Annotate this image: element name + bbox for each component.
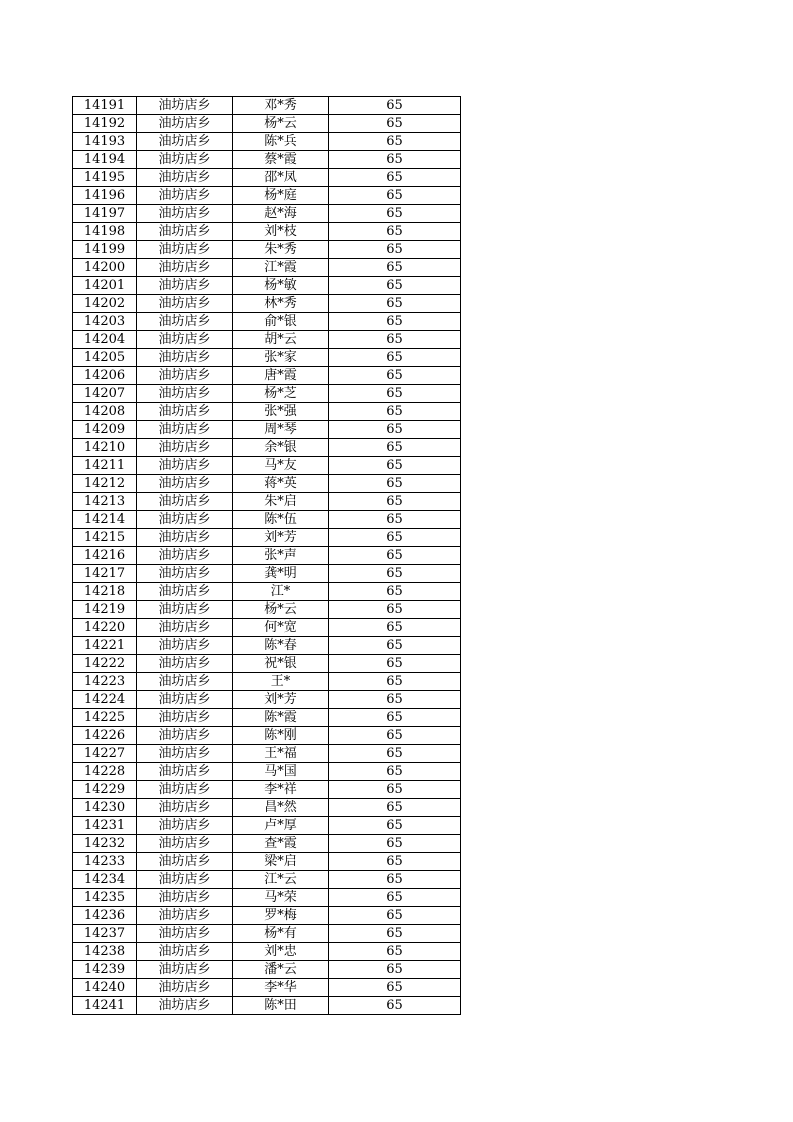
town-cell: 油坊店乡 xyxy=(137,889,233,907)
row-id-cell: 14220 xyxy=(73,619,137,637)
name-cell: 俞*银 xyxy=(233,313,329,331)
amount-cell: 65 xyxy=(329,781,461,799)
table-row xyxy=(73,691,461,709)
town-cell: 油坊店乡 xyxy=(137,871,233,889)
row-id-cell: 14210 xyxy=(73,439,137,457)
amount-cell: 65 xyxy=(329,907,461,925)
town-cell: 油坊店乡 xyxy=(137,241,233,259)
town-cell: 油坊店乡 xyxy=(137,223,233,241)
table-row xyxy=(73,979,461,997)
name-cell: 余*银 xyxy=(233,439,329,457)
name-cell: 张*声 xyxy=(233,547,329,565)
table-row xyxy=(73,511,461,529)
table-row xyxy=(73,421,461,439)
row-id-cell: 14196 xyxy=(73,187,137,205)
town-cell: 油坊店乡 xyxy=(137,277,233,295)
amount-cell: 65 xyxy=(329,385,461,403)
town-cell: 油坊店乡 xyxy=(137,745,233,763)
row-id-cell: 14235 xyxy=(73,889,137,907)
row-id-cell: 14234 xyxy=(73,871,137,889)
amount-cell: 65 xyxy=(329,151,461,169)
town-cell: 油坊店乡 xyxy=(137,331,233,349)
name-cell: 罗*梅 xyxy=(233,907,329,925)
row-id-cell: 14229 xyxy=(73,781,137,799)
row-id-cell: 14202 xyxy=(73,295,137,313)
amount-cell: 65 xyxy=(329,367,461,385)
town-cell: 油坊店乡 xyxy=(137,727,233,745)
amount-cell: 65 xyxy=(329,421,461,439)
amount-cell: 65 xyxy=(329,979,461,997)
name-cell: 蔡*霞 xyxy=(233,151,329,169)
table-row xyxy=(73,853,461,871)
data-table xyxy=(72,96,461,1015)
name-cell: 杨*云 xyxy=(233,115,329,133)
name-cell: 江*云 xyxy=(233,871,329,889)
name-cell: 胡*云 xyxy=(233,331,329,349)
town-cell: 油坊店乡 xyxy=(137,997,233,1015)
amount-cell: 65 xyxy=(329,961,461,979)
table-row xyxy=(73,583,461,601)
table-row xyxy=(73,367,461,385)
row-id-cell: 14208 xyxy=(73,403,137,421)
row-id-cell: 14223 xyxy=(73,673,137,691)
row-id-cell: 14221 xyxy=(73,637,137,655)
row-id-cell: 14225 xyxy=(73,709,137,727)
table-row xyxy=(73,133,461,151)
name-cell: 杨*芝 xyxy=(233,385,329,403)
town-cell: 油坊店乡 xyxy=(137,583,233,601)
town-cell: 油坊店乡 xyxy=(137,259,233,277)
name-cell: 杨*云 xyxy=(233,601,329,619)
table-row xyxy=(73,457,461,475)
row-id-cell: 14199 xyxy=(73,241,137,259)
amount-cell: 65 xyxy=(329,529,461,547)
name-cell: 邓*秀 xyxy=(233,97,329,115)
town-cell: 油坊店乡 xyxy=(137,943,233,961)
town-cell: 油坊店乡 xyxy=(137,439,233,457)
table-row xyxy=(73,223,461,241)
town-cell: 油坊店乡 xyxy=(137,97,233,115)
name-cell: 陈*田 xyxy=(233,997,329,1015)
amount-cell: 65 xyxy=(329,457,461,475)
table-row xyxy=(73,565,461,583)
row-id-cell: 14231 xyxy=(73,817,137,835)
town-cell: 油坊店乡 xyxy=(137,781,233,799)
amount-cell: 65 xyxy=(329,439,461,457)
name-cell: 刘*忠 xyxy=(233,943,329,961)
amount-cell: 65 xyxy=(329,475,461,493)
amount-cell: 65 xyxy=(329,673,461,691)
row-id-cell: 14226 xyxy=(73,727,137,745)
amount-cell: 65 xyxy=(329,997,461,1015)
amount-cell: 65 xyxy=(329,241,461,259)
row-id-cell: 14241 xyxy=(73,997,137,1015)
row-id-cell: 14236 xyxy=(73,907,137,925)
town-cell: 油坊店乡 xyxy=(137,529,233,547)
table-row xyxy=(73,871,461,889)
town-cell: 油坊店乡 xyxy=(137,295,233,313)
amount-cell: 65 xyxy=(329,331,461,349)
amount-cell: 65 xyxy=(329,745,461,763)
name-cell: 蒋*英 xyxy=(233,475,329,493)
town-cell: 油坊店乡 xyxy=(137,205,233,223)
amount-cell: 65 xyxy=(329,403,461,421)
name-cell: 朱*秀 xyxy=(233,241,329,259)
name-cell: 陈*兵 xyxy=(233,133,329,151)
name-cell: 刘*芳 xyxy=(233,529,329,547)
town-cell: 油坊店乡 xyxy=(137,565,233,583)
row-id-cell: 14207 xyxy=(73,385,137,403)
table-row xyxy=(73,187,461,205)
amount-cell: 65 xyxy=(329,511,461,529)
row-id-cell: 14222 xyxy=(73,655,137,673)
name-cell: 邵*凤 xyxy=(233,169,329,187)
row-id-cell: 14206 xyxy=(73,367,137,385)
amount-cell: 65 xyxy=(329,889,461,907)
name-cell: 陈*霞 xyxy=(233,709,329,727)
town-cell: 油坊店乡 xyxy=(137,403,233,421)
name-cell: 林*秀 xyxy=(233,295,329,313)
name-cell: 梁*启 xyxy=(233,853,329,871)
name-cell: 周*琴 xyxy=(233,421,329,439)
row-id-cell: 14212 xyxy=(73,475,137,493)
town-cell: 油坊店乡 xyxy=(137,655,233,673)
amount-cell: 65 xyxy=(329,871,461,889)
row-id-cell: 14227 xyxy=(73,745,137,763)
amount-cell: 65 xyxy=(329,763,461,781)
amount-cell: 65 xyxy=(329,727,461,745)
amount-cell: 65 xyxy=(329,115,461,133)
row-id-cell: 14239 xyxy=(73,961,137,979)
town-cell: 油坊店乡 xyxy=(137,673,233,691)
table-row xyxy=(73,637,461,655)
row-id-cell: 14200 xyxy=(73,259,137,277)
town-cell: 油坊店乡 xyxy=(137,385,233,403)
row-id-cell: 14240 xyxy=(73,979,137,997)
table-row xyxy=(73,961,461,979)
table-row xyxy=(73,169,461,187)
table-row xyxy=(73,529,461,547)
town-cell: 油坊店乡 xyxy=(137,763,233,781)
row-id-cell: 14215 xyxy=(73,529,137,547)
amount-cell: 65 xyxy=(329,547,461,565)
row-id-cell: 14224 xyxy=(73,691,137,709)
table-row xyxy=(73,925,461,943)
amount-cell: 65 xyxy=(329,295,461,313)
row-id-cell: 14203 xyxy=(73,313,137,331)
name-cell: 陈*刚 xyxy=(233,727,329,745)
town-cell: 油坊店乡 xyxy=(137,637,233,655)
amount-cell: 65 xyxy=(329,925,461,943)
amount-cell: 65 xyxy=(329,349,461,367)
table-row xyxy=(73,547,461,565)
name-cell: 江*霞 xyxy=(233,259,329,277)
table-row xyxy=(73,205,461,223)
amount-cell: 65 xyxy=(329,655,461,673)
amount-cell: 65 xyxy=(329,313,461,331)
town-cell: 油坊店乡 xyxy=(137,367,233,385)
name-cell: 张*强 xyxy=(233,403,329,421)
town-cell: 油坊店乡 xyxy=(137,349,233,367)
name-cell: 张*家 xyxy=(233,349,329,367)
town-cell: 油坊店乡 xyxy=(137,133,233,151)
table-row xyxy=(73,277,461,295)
name-cell: 李*华 xyxy=(233,979,329,997)
row-id-cell: 14228 xyxy=(73,763,137,781)
table-row xyxy=(73,331,461,349)
table-row xyxy=(73,799,461,817)
row-id-cell: 14211 xyxy=(73,457,137,475)
town-cell: 油坊店乡 xyxy=(137,601,233,619)
amount-cell: 65 xyxy=(329,133,461,151)
table-row xyxy=(73,475,461,493)
name-cell: 昌*然 xyxy=(233,799,329,817)
table-row xyxy=(73,601,461,619)
name-cell: 李*祥 xyxy=(233,781,329,799)
amount-cell: 65 xyxy=(329,619,461,637)
table-row xyxy=(73,241,461,259)
name-cell: 马*荣 xyxy=(233,889,329,907)
row-id-cell: 14209 xyxy=(73,421,137,439)
name-cell: 陈*春 xyxy=(233,637,329,655)
amount-cell: 65 xyxy=(329,853,461,871)
table-row xyxy=(73,295,461,313)
table-row xyxy=(73,385,461,403)
table-row xyxy=(73,97,461,115)
town-cell: 油坊店乡 xyxy=(137,511,233,529)
table-row xyxy=(73,835,461,853)
row-id-cell: 14237 xyxy=(73,925,137,943)
town-cell: 油坊店乡 xyxy=(137,691,233,709)
name-cell: 马*友 xyxy=(233,457,329,475)
amount-cell: 65 xyxy=(329,583,461,601)
town-cell: 油坊店乡 xyxy=(137,853,233,871)
row-id-cell: 14217 xyxy=(73,565,137,583)
row-id-cell: 14193 xyxy=(73,133,137,151)
amount-cell: 65 xyxy=(329,259,461,277)
row-id-cell: 14232 xyxy=(73,835,137,853)
table-row xyxy=(73,619,461,637)
row-id-cell: 14218 xyxy=(73,583,137,601)
name-cell: 杨*敏 xyxy=(233,277,329,295)
table-row xyxy=(73,907,461,925)
amount-cell: 65 xyxy=(329,97,461,115)
town-cell: 油坊店乡 xyxy=(137,907,233,925)
name-cell: 赵*海 xyxy=(233,205,329,223)
row-id-cell: 14198 xyxy=(73,223,137,241)
name-cell: 王* xyxy=(233,673,329,691)
amount-cell: 65 xyxy=(329,817,461,835)
name-cell: 祝*银 xyxy=(233,655,329,673)
row-id-cell: 14201 xyxy=(73,277,137,295)
name-cell: 刘*芳 xyxy=(233,691,329,709)
row-id-cell: 14191 xyxy=(73,97,137,115)
amount-cell: 65 xyxy=(329,691,461,709)
town-cell: 油坊店乡 xyxy=(137,475,233,493)
table-row xyxy=(73,763,461,781)
town-cell: 油坊店乡 xyxy=(137,169,233,187)
name-cell: 杨*庭 xyxy=(233,187,329,205)
table-row xyxy=(73,115,461,133)
table-row xyxy=(73,493,461,511)
name-cell: 马*国 xyxy=(233,763,329,781)
table-row xyxy=(73,673,461,691)
amount-cell: 65 xyxy=(329,943,461,961)
town-cell: 油坊店乡 xyxy=(137,115,233,133)
amount-cell: 65 xyxy=(329,835,461,853)
row-id-cell: 14230 xyxy=(73,799,137,817)
amount-cell: 65 xyxy=(329,565,461,583)
amount-cell: 65 xyxy=(329,187,461,205)
name-cell: 龚*明 xyxy=(233,565,329,583)
table-row xyxy=(73,313,461,331)
town-cell: 油坊店乡 xyxy=(137,421,233,439)
town-cell: 油坊店乡 xyxy=(137,709,233,727)
name-cell: 卢*厚 xyxy=(233,817,329,835)
town-cell: 油坊店乡 xyxy=(137,457,233,475)
table-body xyxy=(73,97,461,1015)
row-id-cell: 14219 xyxy=(73,601,137,619)
row-id-cell: 14233 xyxy=(73,853,137,871)
table-row xyxy=(73,727,461,745)
name-cell: 江* xyxy=(233,583,329,601)
row-id-cell: 14204 xyxy=(73,331,137,349)
name-cell: 刘*枝 xyxy=(233,223,329,241)
table-row xyxy=(73,943,461,961)
row-id-cell: 14216 xyxy=(73,547,137,565)
row-id-cell: 14214 xyxy=(73,511,137,529)
town-cell: 油坊店乡 xyxy=(137,817,233,835)
table-row xyxy=(73,439,461,457)
town-cell: 油坊店乡 xyxy=(137,151,233,169)
row-id-cell: 14197 xyxy=(73,205,137,223)
town-cell: 油坊店乡 xyxy=(137,187,233,205)
table-row xyxy=(73,889,461,907)
amount-cell: 65 xyxy=(329,205,461,223)
name-cell: 杨*有 xyxy=(233,925,329,943)
row-id-cell: 14205 xyxy=(73,349,137,367)
amount-cell: 65 xyxy=(329,493,461,511)
town-cell: 油坊店乡 xyxy=(137,313,233,331)
table-row xyxy=(73,349,461,367)
name-cell: 唐*霞 xyxy=(233,367,329,385)
table-row xyxy=(73,259,461,277)
town-cell: 油坊店乡 xyxy=(137,835,233,853)
table-row xyxy=(73,997,461,1015)
amount-cell: 65 xyxy=(329,637,461,655)
name-cell: 朱*启 xyxy=(233,493,329,511)
name-cell: 潘*云 xyxy=(233,961,329,979)
town-cell: 油坊店乡 xyxy=(137,979,233,997)
amount-cell: 65 xyxy=(329,799,461,817)
amount-cell: 65 xyxy=(329,169,461,187)
table-row xyxy=(73,151,461,169)
table-row xyxy=(73,655,461,673)
amount-cell: 65 xyxy=(329,709,461,727)
table-row xyxy=(73,709,461,727)
table-row xyxy=(73,817,461,835)
row-id-cell: 14238 xyxy=(73,943,137,961)
name-cell: 王*福 xyxy=(233,745,329,763)
row-id-cell: 14195 xyxy=(73,169,137,187)
table-row xyxy=(73,781,461,799)
row-id-cell: 14192 xyxy=(73,115,137,133)
row-id-cell: 14213 xyxy=(73,493,137,511)
town-cell: 油坊店乡 xyxy=(137,493,233,511)
row-id-cell: 14194 xyxy=(73,151,137,169)
table-row xyxy=(73,403,461,421)
town-cell: 油坊店乡 xyxy=(137,799,233,817)
name-cell: 陈*伍 xyxy=(233,511,329,529)
town-cell: 油坊店乡 xyxy=(137,547,233,565)
amount-cell: 65 xyxy=(329,601,461,619)
amount-cell: 65 xyxy=(329,223,461,241)
town-cell: 油坊店乡 xyxy=(137,619,233,637)
name-cell: 何*宽 xyxy=(233,619,329,637)
amount-cell: 65 xyxy=(329,277,461,295)
town-cell: 油坊店乡 xyxy=(137,925,233,943)
name-cell: 查*霞 xyxy=(233,835,329,853)
table-row xyxy=(73,745,461,763)
town-cell: 油坊店乡 xyxy=(137,961,233,979)
